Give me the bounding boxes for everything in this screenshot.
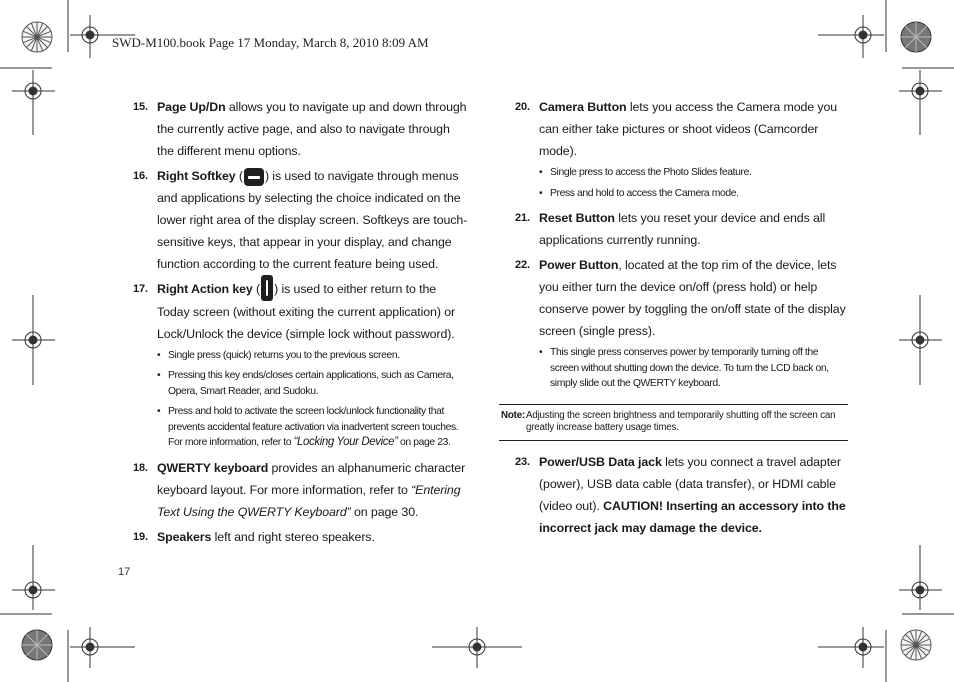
- list-item: [512, 96, 848, 162]
- item-text: (: [252, 282, 261, 296]
- bullet-item: [157, 404, 468, 451]
- list-item: [130, 96, 468, 162]
- page-number: 17: [118, 566, 131, 578]
- item-number: 20.: [515, 101, 530, 113]
- bullet-list: [157, 348, 468, 451]
- bullet-text: This single press conserves power by temporarily turning off the screen without shutting down the device. To turn the LCD back on, simply slide out the QWERTY keyboard.: [550, 347, 829, 389]
- bullet-text: Single press (quick) returns you to the previous screen.: [168, 349, 400, 361]
- item-term: Power/USB Data jack: [539, 454, 662, 469]
- bullet-item: [539, 345, 848, 392]
- bullet-item: [157, 348, 468, 364]
- item-term: Camera Button: [539, 100, 627, 114]
- item-text: ) is used to navigate through menus and applications by selecting the choice indicated on the lower right area of the display screen. Softkeys are touch-sensitive keys, that appear in your display, and change function according to the current feature being used.: [157, 169, 468, 271]
- bullet-list: [539, 345, 848, 392]
- item-number: 23.: [515, 455, 530, 468]
- right-softkey-icon: [244, 168, 264, 186]
- right-column: [501, 96, 848, 542]
- item-text: left and right stereo speakers.: [211, 529, 375, 544]
- left-column: [130, 96, 468, 551]
- item-number: 21.: [515, 212, 530, 224]
- item-number: 17.: [133, 283, 148, 295]
- list-item: [512, 451, 848, 539]
- list-item: [130, 278, 468, 345]
- bullet-text: Pressing this key ends/closes certain applications, such as Camera, Opera, Smart Reader, and Sudoku.: [168, 370, 454, 397]
- bullet-text: on page 23.: [397, 437, 451, 449]
- item-term: Right Softkey: [157, 169, 236, 183]
- bullet-item: [539, 186, 848, 202]
- item-text: provides an alphanumeric character keyboard layout. For more information, refer to: [157, 460, 466, 497]
- list-item: [512, 254, 848, 342]
- item-text: on page 30.: [350, 504, 419, 519]
- list-item: [130, 165, 468, 275]
- bullet-list: [539, 165, 848, 201]
- item-term: Page Up/Dn: [157, 100, 226, 114]
- item-term: Right Action key: [157, 282, 253, 296]
- right-action-key-icon: [261, 275, 273, 301]
- item-term: Reset Button: [539, 211, 615, 225]
- item-number: 18.: [133, 461, 148, 474]
- note-box: [499, 404, 848, 441]
- item-text: , located at the top rim of the device, lets you either turn the device on/off (press hold) or help conserve power by toggling the on/off state of the display screen (single press).: [539, 258, 846, 338]
- item-text: (: [235, 169, 243, 183]
- bullet-text: Single press to access the Photo Slides feature.: [550, 167, 752, 178]
- cross-reference-link[interactable]: “Locking Your Device”: [293, 436, 398, 449]
- note-label: Note:: [501, 409, 526, 421]
- item-number: 15.: [133, 101, 148, 113]
- item-number: 16.: [133, 170, 148, 182]
- item-text: ) is used to either return to the Today screen (without exiting the current application) or Lock/Unlock the device (simple lock without password).: [157, 282, 456, 341]
- item-term: QWERTY keyboard: [157, 460, 269, 475]
- bullet-text: Press and hold to access the Camera mode.: [550, 187, 739, 199]
- item-number: 19.: [133, 530, 148, 543]
- item-text: lets you access the Camera mode you can either take pictures or shoot videos (Camcorder mode).: [539, 100, 838, 158]
- item-text: allows you to navigate up and down through the currently active page, and also to navigate through the different menu options.: [157, 100, 467, 158]
- item-term: Speakers: [157, 529, 212, 544]
- item-text: lets you connect a travel adapter (power), USB data cable (data transfer), or HDMI cable (video out).: [539, 454, 841, 513]
- list-item: [512, 207, 848, 251]
- item-number: 22.: [515, 259, 530, 271]
- cross-reference-link[interactable]: “Entering Text Using the QWERTY Keyboard”: [157, 482, 461, 519]
- bullet-item: [157, 368, 468, 399]
- bullet-text: Press and hold to activate the screen lock/unlock functionality that prevents accidental feature activation via inadvertent screen touches. For more information, refer to: [168, 406, 459, 449]
- item-text: lets you reset your device and ends all applications currently running.: [539, 211, 826, 247]
- note-text: Adjusting the screen brightness and temporarily shutting off the screen can greatly increase battery usage times.: [526, 409, 836, 433]
- list-item: [130, 457, 468, 523]
- item-term: Power Button: [539, 258, 619, 272]
- caution-text: CAUTION! Inserting an accessory into the incorrect jack may damage the device.: [539, 498, 846, 535]
- bullet-item: [539, 165, 848, 181]
- list-item: [130, 526, 468, 548]
- print-header: SWD-M100.book Page 17 Monday, March 8, 2010 8:09 AM: [112, 35, 429, 50]
